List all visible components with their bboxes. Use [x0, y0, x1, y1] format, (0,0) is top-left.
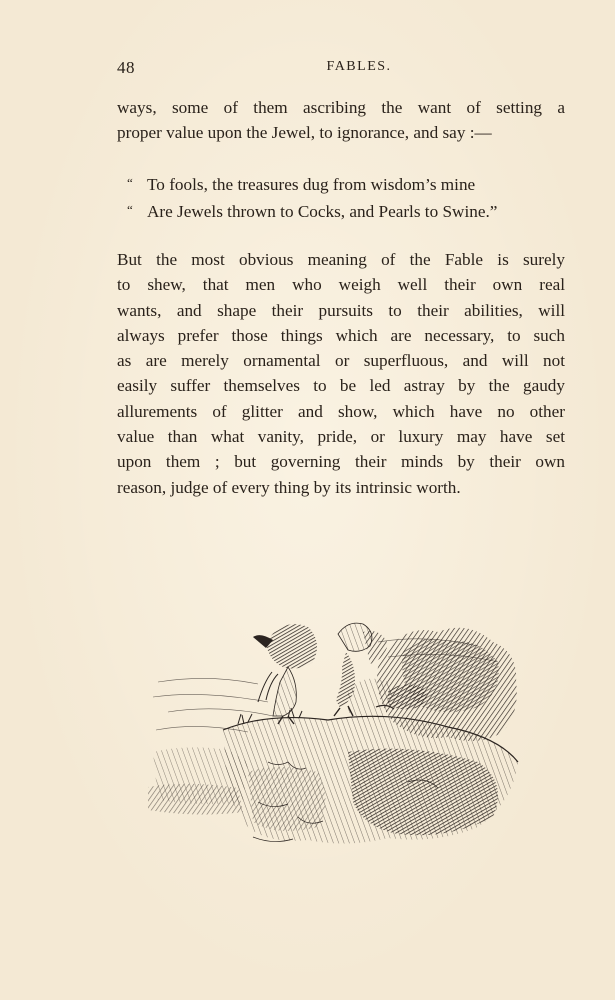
text-line: allurements of glitter and show, which have no other: [117, 401, 565, 421]
woodcut-illustration: [148, 612, 523, 852]
verse-text: Are Jewels thrown to Cocks, and Pearls to Swine.”: [147, 201, 498, 221]
text-line: But the most obvious meaning of the Fable is surely: [117, 250, 565, 269]
verse-text: To fools, the treasures dug from wisdom’s mine: [147, 175, 476, 194]
paragraph-2: [117, 247, 565, 500]
text-line: as are merely ornamental or superfluous, and will not: [117, 351, 565, 371]
text-line: always prefer those things which are necessary, to such: [117, 325, 565, 345]
text-line: upon them ; but governing their minds by their own: [117, 452, 565, 472]
quote-mark: “: [127, 201, 133, 217]
verse-line: [127, 171, 567, 198]
page-number: 48: [117, 58, 135, 77]
text-line: ways, some of them ascribing the want of setting a: [117, 98, 565, 117]
quote-mark: “: [127, 175, 133, 190]
paragraph-1: [117, 95, 565, 146]
running-head: FABLES.: [326, 59, 392, 74]
text-line: reason, judge of every thing by its intrinsic worth.: [117, 477, 461, 497]
text-line: to shew, that men who weigh well their own real: [117, 275, 565, 295]
text-line: easily suffer themselves to be led astray by the gaudy: [117, 376, 565, 396]
text-line: proper value upon the Jewel, to ignorance, and say :—: [117, 123, 492, 143]
page-header: [117, 58, 565, 82]
rock-cliff: [223, 716, 518, 843]
verse-line: [127, 198, 567, 225]
text-line: value than what vanity, pride, or luxury may have set: [117, 427, 565, 447]
figure-left: [253, 624, 317, 724]
verse-quote: [127, 171, 567, 224]
text-line: wants, and shape their pursuits to their abilities, will: [117, 300, 565, 320]
